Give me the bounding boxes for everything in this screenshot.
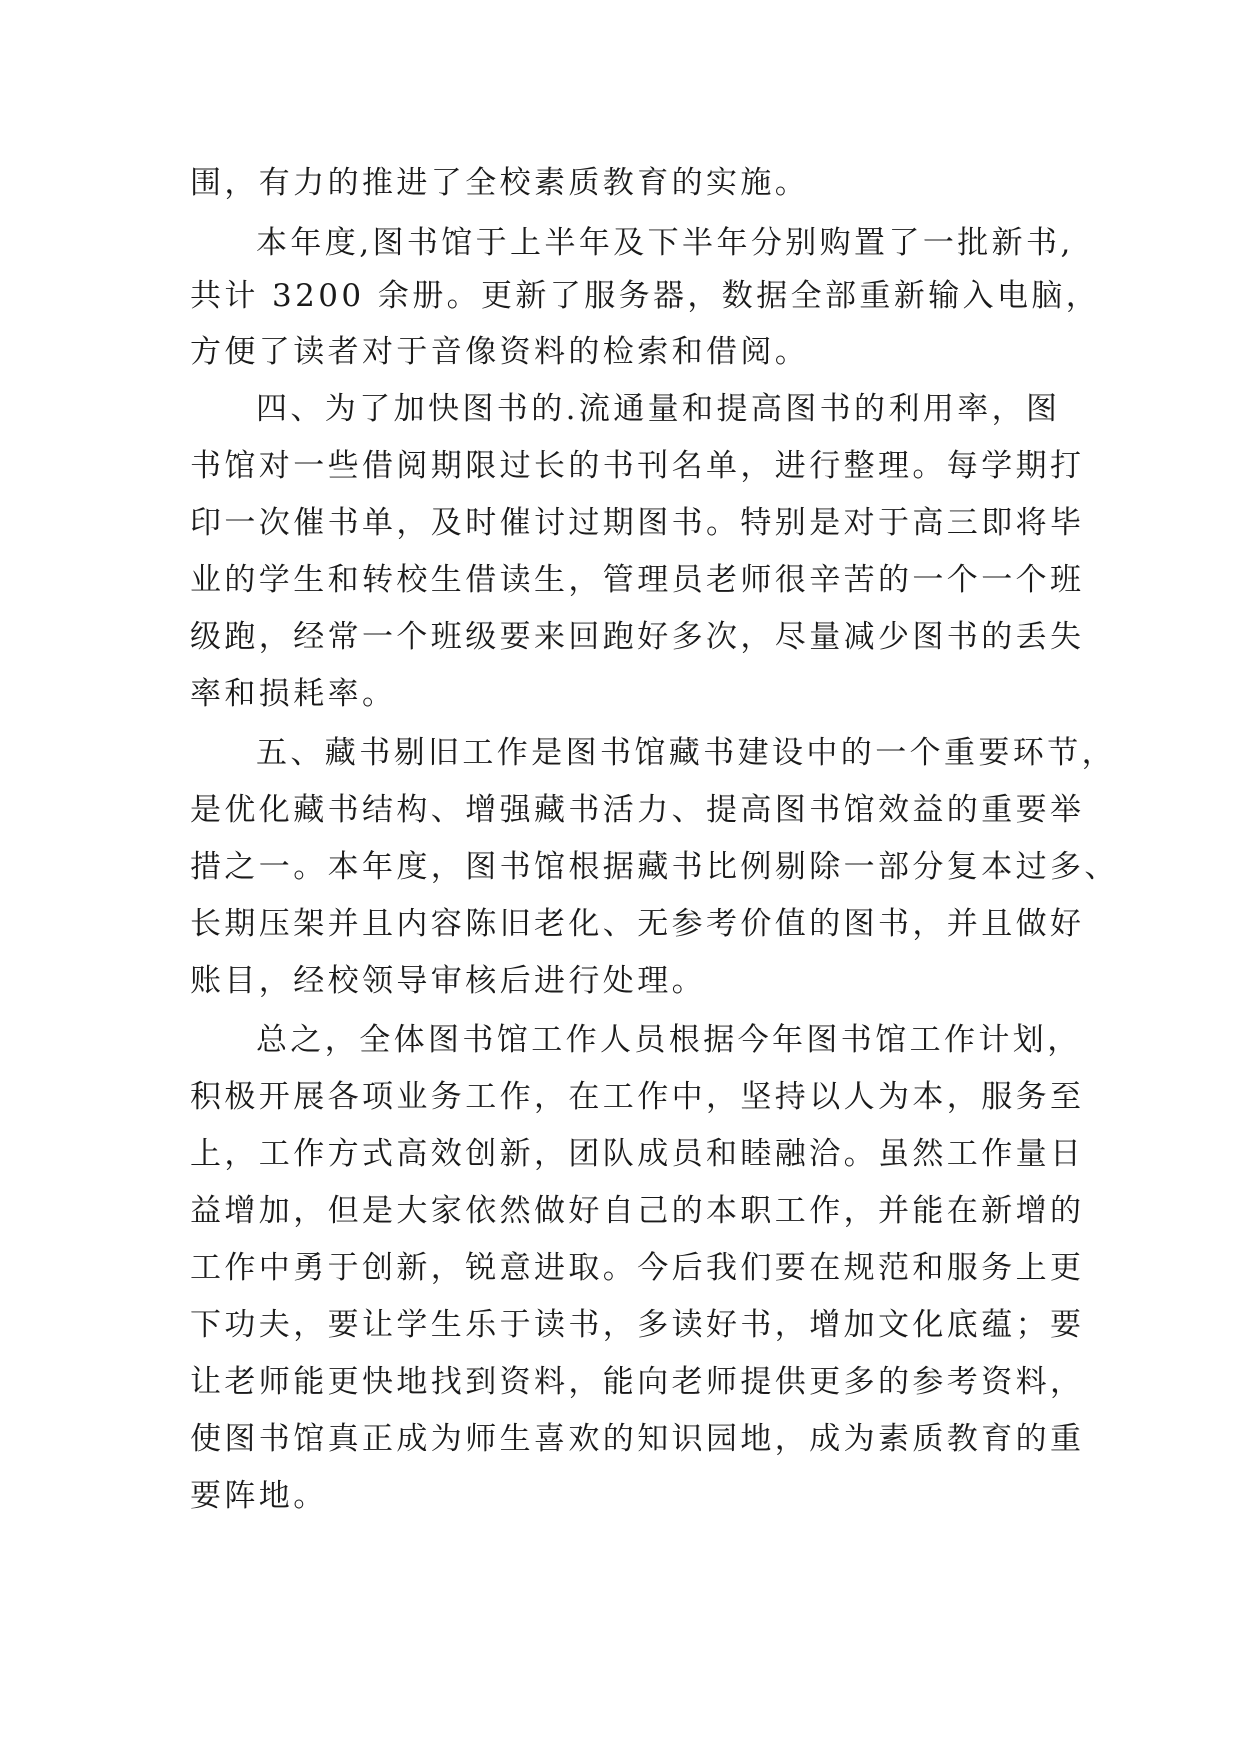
paragraph-start-line: 总之，全体图书馆工作人员根据今年图书馆工作计划， [256,1022,1082,1058]
text-line: 方便了读者对于音像资料的检索和借阅。 [190,334,810,370]
text-line: 书馆对一些借阅期限过长的书刊名单，进行整理。每学期打 [190,448,1085,484]
text-line: 共计 3200 余册。更新了服务器，数据全部重新输入电脑， [190,278,1101,314]
text-line: 措之一。本年度，图书馆根据藏书比例剔除一部分复本过多、 [190,849,1119,885]
paragraph-start-line: 五、藏书剔旧工作是图书馆藏书建设中的一个重要环节， [256,735,1116,771]
text-line: 围，有力的推进了全校素质教育的实施。 [190,165,810,201]
text-line: 印一次催书单，及时催讨过期图书。特别是对于高三即将毕 [190,505,1085,541]
text-line: 工作中勇于创新，锐意进取。今后我们要在规范和服务上更 [190,1250,1085,1286]
text-line: 积极开展各项业务工作，在工作中，坚持以人为本，服务至 [190,1079,1085,1115]
text-line: 上，工作方式高效创新，团队成员和睦融洽。虽然工作量日 [190,1136,1085,1172]
text-line: 账目，经校领导审核后进行处理。 [190,963,706,999]
text-line: 益增加，但是大家依然做好自己的本职工作，并能在新增的 [190,1193,1085,1229]
paragraph-start-line: 本年度,图书馆于上半年及下半年分别购置了一批新书, [256,225,1074,261]
text-line: 使图书馆真正成为师生喜欢的知识园地，成为素质教育的重 [190,1421,1085,1457]
text-line: 要阵地。 [190,1478,328,1514]
text-line: 级跑，经常一个班级要来回跑好多次，尽量减少图书的丢失 [190,619,1085,655]
text-line: 率和损耗率。 [190,676,397,712]
text-line: 长期压架并且内容陈旧老化、无参考价值的图书，并且做好 [190,906,1085,942]
text-line: 让老师能更快地找到资料，能向老师提供更多的参考资料， [190,1364,1085,1400]
text-line: 是优化藏书结构、增强藏书活力、提高图书馆效益的重要举 [190,792,1085,828]
text-line: 下功夫，要让学生乐于读书，多读好书，增加文化底蕴；要 [190,1307,1085,1343]
text-line: 业的学生和转校生借读生，管理员老师很辛苦的一个一个班 [190,562,1085,598]
paragraph-start-line: 四、为了加快图书的.流通量和提高图书的利用率，图 [256,391,1061,427]
